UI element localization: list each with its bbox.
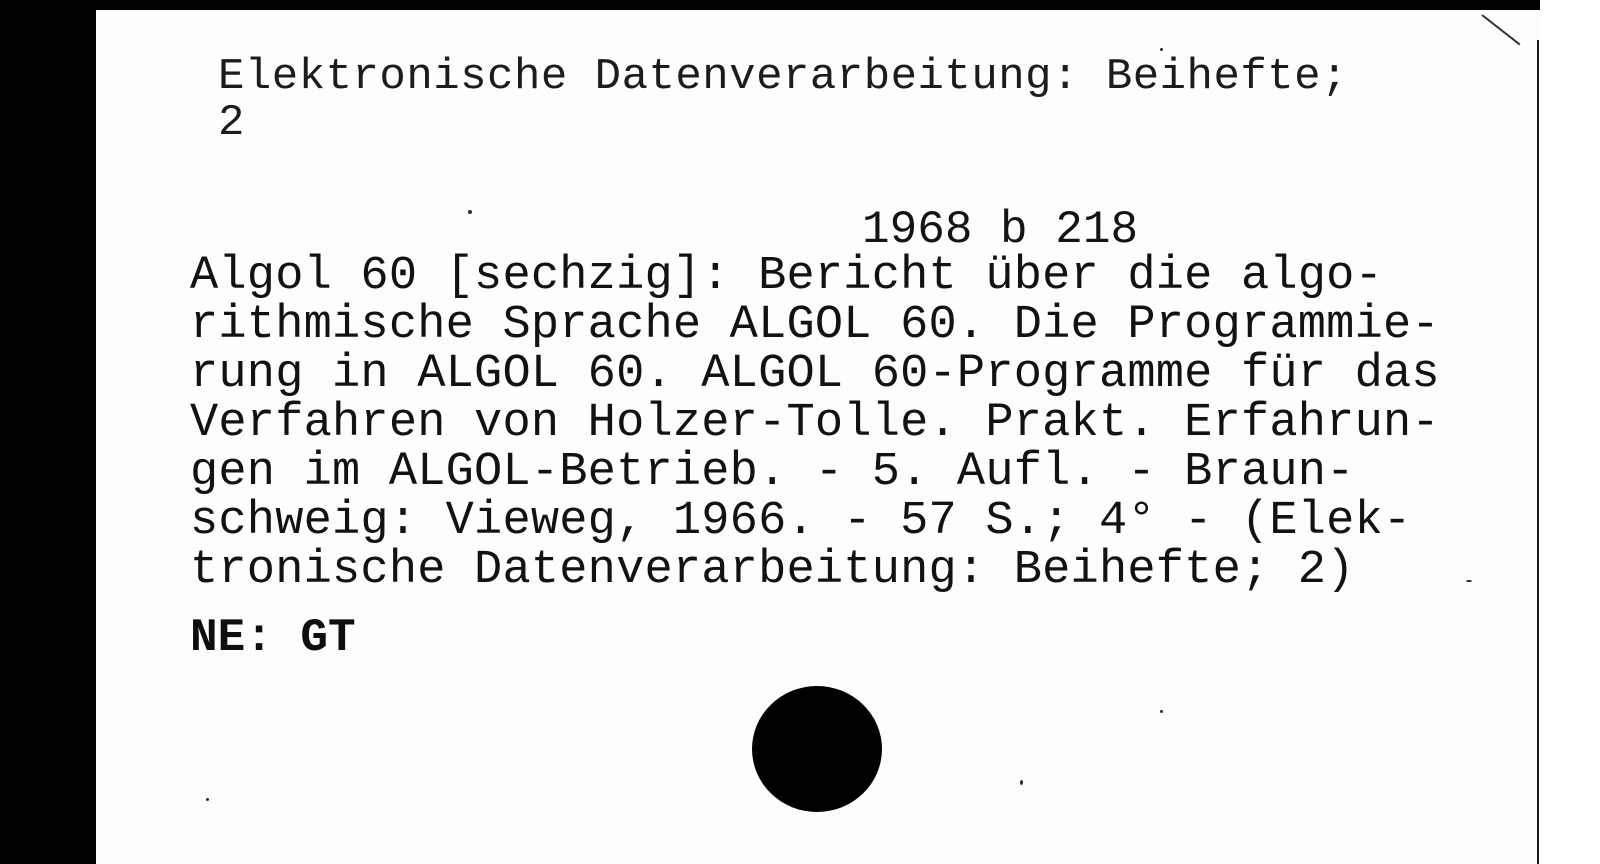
series-line-2: 2 (218, 98, 245, 148)
note-ne: NE: GT (190, 612, 356, 664)
dust-speck (1160, 710, 1163, 713)
body-line: rung in ALGOL 60. ALGOL 60-Programme für das (190, 348, 1440, 401)
scan-top-border (0, 0, 1600, 10)
body-line: tronische Datenverarbeitung: Beihefte; 2) (190, 544, 1355, 597)
body-line: gen im ALGOL-Betrieb. - 5. Aufl. - Braun- (190, 446, 1355, 499)
call-number: 1968 b 218 (862, 204, 1139, 256)
dust-speck (1020, 780, 1023, 785)
dust-speck (1160, 48, 1163, 51)
body-line: rithmische Sprache ALGOL 60. Die Programmie- (190, 299, 1440, 352)
punch-hole (752, 686, 882, 812)
dust-speck (206, 798, 209, 801)
scan-right-margin (1540, 0, 1600, 864)
body-line: schweig: Vieweg, 1966. - 57 S.; 4° - (Elek- (190, 495, 1412, 548)
series-heading (218, 54, 1348, 146)
dust-speck (1466, 580, 1472, 582)
dust-speck (468, 210, 472, 214)
body-line: Verfahren von Holzer-Tolle. Prakt. Erfahrun- (190, 397, 1440, 450)
card-right-edge (1537, 40, 1539, 864)
body-line: Algol 60 [sechzig]: Bericht über die algo- (190, 250, 1383, 303)
series-line-1: Elektronische Datenverarbeitung: Beihefte; (218, 52, 1348, 102)
catalog-entry-body (190, 252, 1440, 595)
